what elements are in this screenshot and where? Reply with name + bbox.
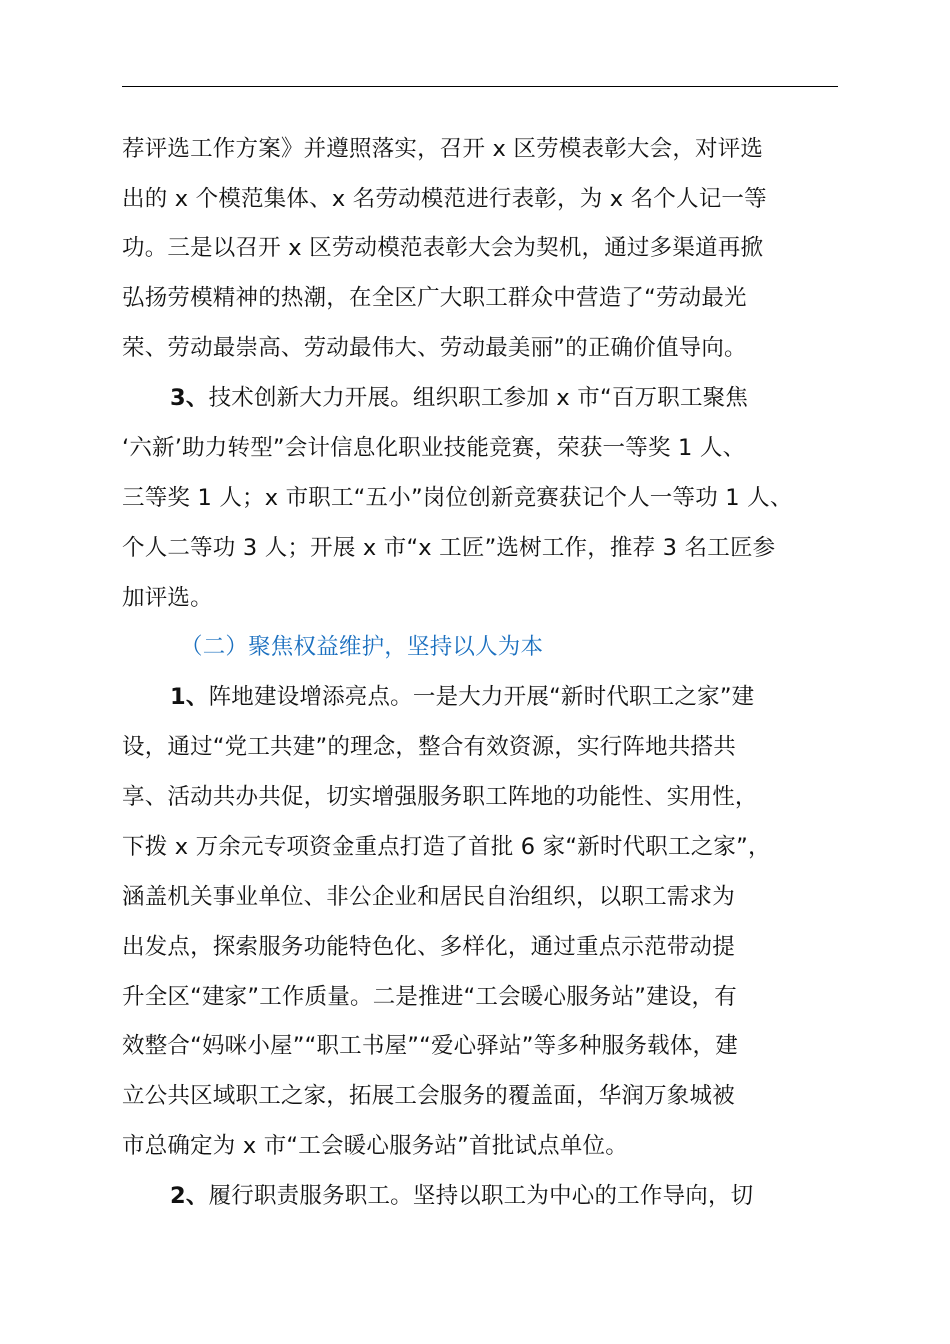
text-line: 三等奖 1 人；x 市职工“五小”岗位创新竞赛获记个人一等功 1 人、 (122, 485, 793, 511)
text-line: 个人二等功 3 人；开展 x 市“x 工匠”选树工作，推荐 3 名工匠参 (122, 535, 776, 561)
text-line: 效整合“妈咪小屋”“职工书屋”“爱心驿站”等多种服务载体，建 (122, 1033, 738, 1059)
text-line: ‘六新’助力转型”会计信息化职业技能竞赛，荣获一等奖 1 人、 (122, 435, 746, 461)
item-number: 2、 (170, 1183, 209, 1209)
text-line: 出发点，探索服务功能特色化、多样化，通过重点示范带动提 (122, 934, 735, 960)
text-line: 立公共区域职工之家，拓展工会服务的覆盖面，华润万象城被 (122, 1083, 735, 1109)
text-line: 出的 x 个模范集体、x 名劳动模范进行表彰，为 x 名个人记一等 (122, 186, 767, 212)
paragraph-start (170, 383, 748, 413)
text-span: 阵地建设增添亮点。一是大力开展“新时代职工之家”建 (208, 684, 755, 710)
text-line: 荣、劳动最崇高、劳动最伟大、劳动最美丽”的正确价值导向。 (122, 335, 747, 361)
paragraph-start (170, 682, 754, 712)
text-line: 加评选。 (122, 585, 213, 611)
text-line: 弘扬劳模精神的热潮，在全区广大职工群众中营造了“劳动最光 (122, 285, 747, 311)
text-line: 升全区“建家”工作质量。二是推进“工会暖心服务站”建设，有 (122, 984, 737, 1010)
item-number: 3、 (170, 385, 209, 411)
text-span: 技术创新大力开展。组织职工参加 x 市“百万职工聚焦 (208, 385, 749, 411)
paragraph-start (170, 1181, 753, 1211)
text-span: 履行职责服务职工。坚持以职工为中心的工作导向，切 (208, 1183, 754, 1209)
text-line: 市总确定为 x 市“工会暖心服务站”首批试点单位。 (122, 1133, 628, 1159)
text-line: 涵盖机关事业单位、非公企业和居民自治组织，以职工需求为 (122, 884, 735, 910)
header-rule (122, 86, 838, 87)
item-number: 1、 (170, 684, 209, 710)
text-line: 荐评选工作方案》并遵照落实，召开 x 区劳模表彰大会，对评选 (122, 136, 764, 162)
text-line: 设，通过“党工共建”的理念，整合有效资源，实行阵地共搭共 (122, 734, 736, 760)
text-line: 功。三是以召开 x 区劳动模范表彰大会为契机，通过多渠道再掀 (122, 235, 764, 261)
section-heading: （二）聚焦权益维护，坚持以人为本 (180, 634, 544, 660)
text-line: 下拨 x 万余元专项资金重点打造了首批 6 家“新时代职工之家”， (122, 834, 771, 860)
text-line: 享、活动共办共促，切实增强服务职工阵地的功能性、实用性， (122, 784, 758, 810)
